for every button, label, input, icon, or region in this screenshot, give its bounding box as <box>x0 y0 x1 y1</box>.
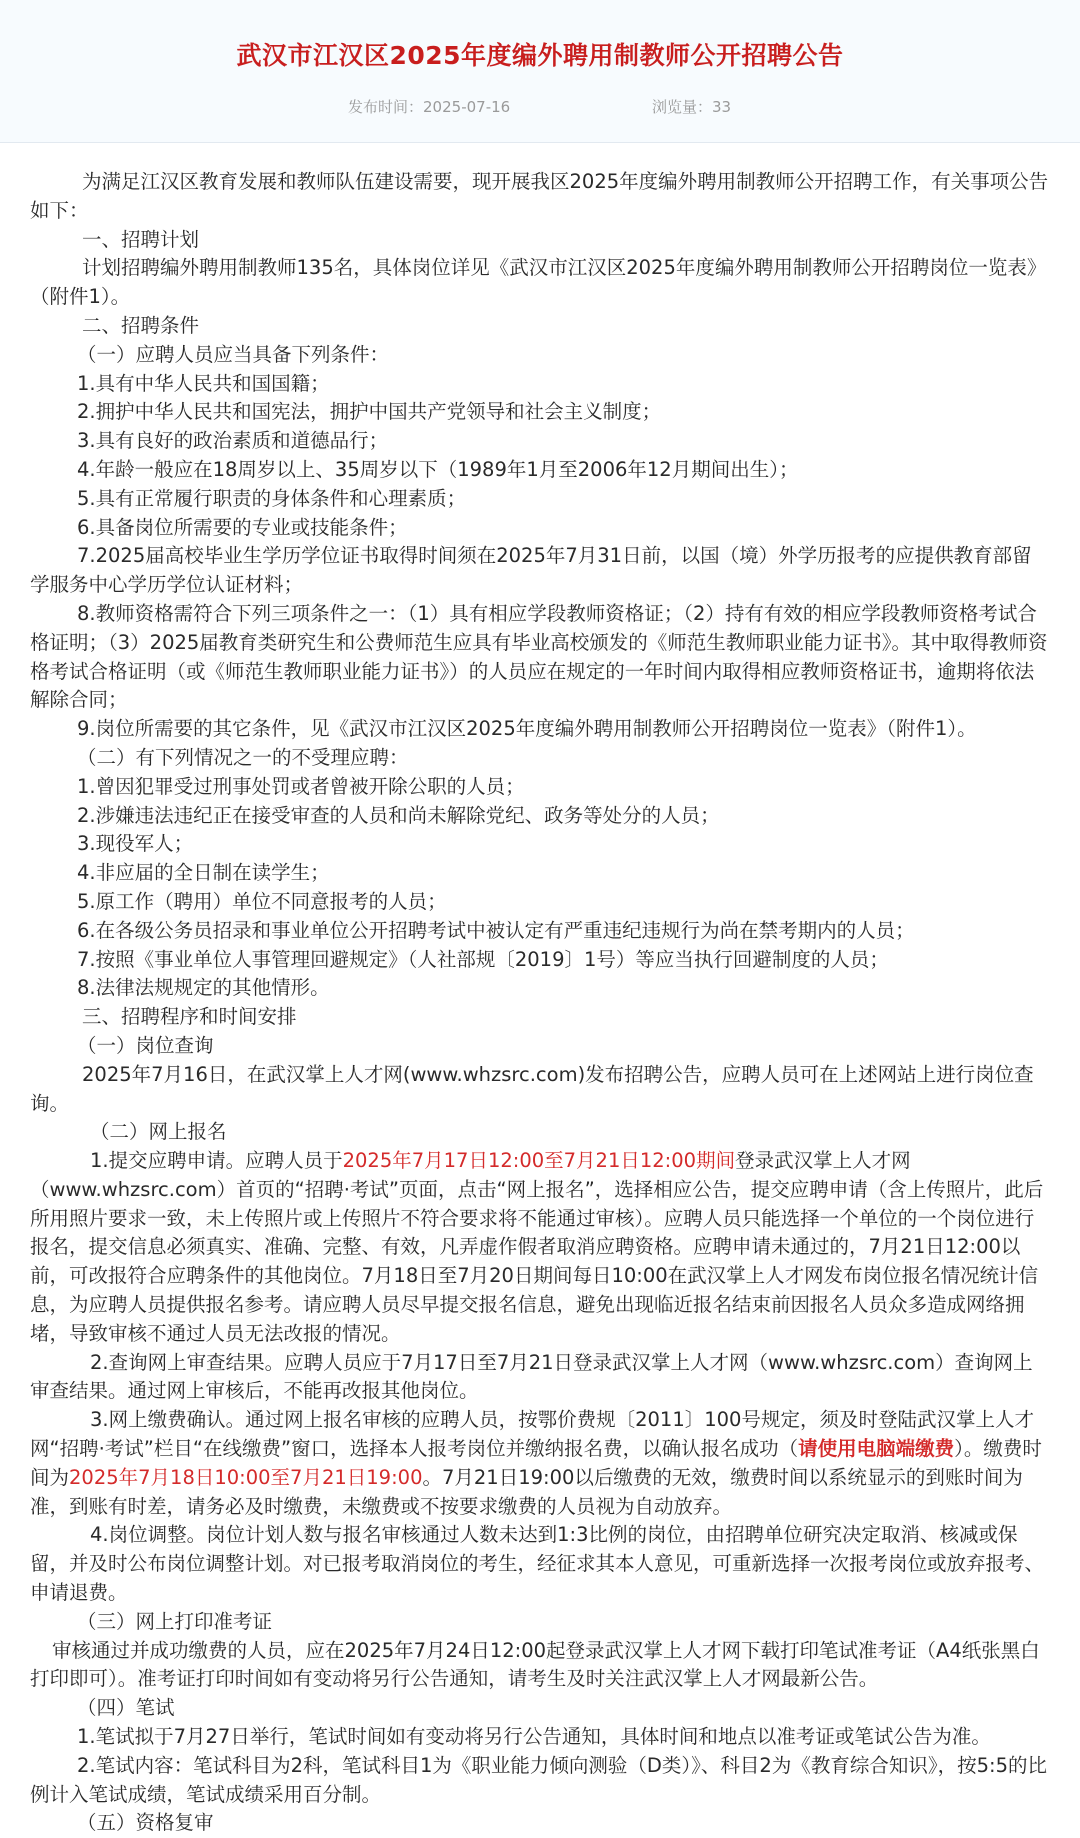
list-item: 9.岗位所需要的其它条件，见《武汉市江汉区2025年度编外聘用制教师公开招聘岗位一览表》（附件1）。 <box>77 717 977 741</box>
page-title: 武汉市江汉区2025年度编外聘用制教师公开招聘公告 <box>236 41 844 70</box>
publish-date <box>348 96 510 117</box>
list-item: 7.2025届高校毕业生学历学位证书取得时间须在2025年7月31日前，以国（境）外学历报考的应提供教育部留学服务中心学历学位认证材料； <box>30 544 1032 597</box>
article-body <box>30 168 1050 1838</box>
list-item: 5.原工作（聘用）单位不同意报考的人员； <box>77 889 447 913</box>
list-item: 2.涉嫌违法违纪正在接受审查的人员和尚未解除党纪、政务等处分的人员； <box>77 803 720 827</box>
subsection-heading: （五）资格复审 <box>77 1811 214 1835</box>
section-heading: 二、招聘条件 <box>82 313 200 337</box>
list-item: 8.法律法规规定的其他情形。 <box>77 976 330 1000</box>
highlight-text: 请使用电脑端缴费 <box>798 1437 955 1461</box>
list-item: 6.在各级公务员招录和事业单位公开招聘考试中被认定有严重违纪违规行为尚在禁考期内的人员； <box>77 918 915 942</box>
text-run: ）。缴费时间为 <box>30 1437 1042 1489</box>
paragraph <box>30 1406 1050 1521</box>
subsection-heading: （一）岗位查询 <box>77 1033 214 1057</box>
paragraph: 计划招聘编外聘用制教师135名，具体岗位详见《武汉市江汉区2025年度编外聘用制教师公开招聘岗位一览表》（附件1）。 <box>30 256 1047 309</box>
list-item: 1.具有中华人民共和国国籍； <box>77 371 330 395</box>
article-header <box>0 0 1080 143</box>
highlight-text: 2025年7月18日10:00至7月21日19:00 <box>69 1465 423 1489</box>
paragraph: 4.岗位调整。岗位计划人数与报名审核通过人数未达到1:3比例的岗位，由招聘单位研究决定取消、核减或保留，并及时公布岗位调整计划。对已报考取消岗位的考生，经征求其本人意见，可重新选择一次报考岗位或放弃报考、申请退费。 <box>30 1523 1045 1605</box>
section-heading: 三、招聘程序和时间安排 <box>82 1005 297 1029</box>
list-item: 5.具有正常履行职责的身体条件和心理素质； <box>77 486 467 510</box>
paragraph: 2.查询网上审查结果。应聘人员应于7月17日至7月21日登录武汉掌上人才网（www.whzsrc.com）查询网上审查结果。通过网上审核后，不能再改报其他岗位。 <box>30 1350 1033 1403</box>
list-item: 3.现役军人； <box>77 832 194 856</box>
text-run: 1.提交应聘申请。应聘人员于 <box>90 1149 343 1173</box>
paragraph <box>30 1147 1050 1349</box>
subsection-heading: （二）网上报名 <box>90 1120 227 1144</box>
text-run: 登录武汉掌上人才网（www.whzsrc.com）首页的“招聘·考试”页面，点击“网上报名”，选择相应公告，提交应聘申请（含上传照片，此后所用照片要求一致，未上传照片或上传照片不符合要求将不能通过审核）。应聘人员只能选择一个单位的一个岗位进行报名，提交信息必须真实、准确、完整、有效，凡弄虚作假者取消应聘资格。应聘申请未通过的，7月21日12:00以前，可改报符合应聘条件的其他岗位。7月18日至7月20日期间每日10:00在武汉掌上人才网发布岗位报名情况统计信息，为应聘人员提供报名参考。请应聘人员尽早提交报名信息，避免出现临近报名结束前因报名人员众多造成网络拥堵，导致审核不通过人员无法改报的情况。 <box>30 1149 1044 1345</box>
subsection-heading: （一）应聘人员应当具备下列条件： <box>77 342 390 366</box>
list-item: 4.非应届的全日制在读学生； <box>77 861 330 885</box>
subsection-heading: （二）有下列情况之一的不受理应聘： <box>77 745 409 769</box>
text-run: 。7月21日19:00以后缴费的无效，缴费时间以系统显示的到账时间为准，到账有时差，请务必及时缴费，未缴费或不按要求缴费的人员视为自动放弃。 <box>30 1465 1023 1518</box>
text-run: 3.网上缴费确认。通过网上报名审核的应聘人员，按鄂价费规〔2011〕100号规定，须及时登陆武汉掌上人才网“招聘·考试”栏目“在线缴费”窗口，选择本人报考岗位并缴纳报名费，以确认报名成功（ <box>30 1408 1034 1461</box>
subsection-heading: （四）笔试 <box>77 1696 175 1720</box>
intro-paragraph: 为满足江汉区教育发展和教师队伍建设需要，现开展我区2025年度编外聘用制教师公开招聘工作，有关事项公告如下： <box>30 170 1049 222</box>
section-heading: 一、招聘计划 <box>82 227 200 251</box>
list-item: 2.拥护中华人民共和国宪法，拥护中国共产党领导和社会主义制度； <box>77 400 662 424</box>
list-item: 4.年龄一般应在18周岁以上、35周岁以下（1989年1月至2006年12月期间出生）； <box>77 457 799 481</box>
publish-date-value: 2025-07-16 <box>423 98 511 116</box>
paragraph: 1.笔试拟于7月27日举行，笔试时间如有变动将另行公告通知，具体时间和地点以准考证或笔试公告为准。 <box>77 1725 991 1749</box>
views-value: 33 <box>712 98 732 116</box>
subsection-heading: （三）网上打印准考证 <box>77 1609 273 1633</box>
views-label: 浏览量： <box>652 98 713 116</box>
list-item: 1.曾因犯罪受过刑事处罚或者曾被开除公职的人员； <box>77 774 525 798</box>
view-count <box>652 96 731 117</box>
paragraph: 审核通过并成功缴费的人员，应在2025年7月24日12:00起登录武汉掌上人才网下载打印笔试准考证（A4纸张黑白打印即可）。准考证打印时间如有变动将另行公告通知，请考生及时关注武汉掌上人才网最新公告。 <box>30 1638 1040 1691</box>
list-item: 6.具备岗位所需要的专业或技能条件； <box>77 515 408 539</box>
list-item: 3.具有良好的政治素质和道德品行； <box>77 429 389 453</box>
paragraph: 2.笔试内容：笔试科目为2科，笔试科目1为《职业能力倾向测验（D类）》、科目2为《教育综合知识》，按5:5的比例计入笔试成绩，笔试成绩采用百分制。 <box>30 1753 1047 1806</box>
list-item: 8.教师资格需符合下列三项条件之一：（1）具有相应学段教师资格证；（2）持有有效的相应学段教师资格考试合格证明；（3）2025届教育类研究生和公费师范生应具有毕业高校颁发的《师范生教师职业能力证书》。其中取得教师资格考试合格证明（或《师范生教师职业能力证书》）的人员应在规定的一年时间内取得相应教师资格证书，逾期将依法解除合同； <box>30 601 1048 712</box>
list-item: 7.按照《事业单位人事管理回避规定》（人社部规〔2019〕1号）等应当执行回避制度的人员； <box>77 947 889 971</box>
paragraph: 2025年7月16日，在武汉掌上人才网(www.whzsrc.com)发布招聘公告，应聘人员可在上述网站上进行岗位查询。 <box>30 1062 1034 1115</box>
publish-label: 发布时间： <box>348 98 424 116</box>
highlight-text: 2025年7月17日12:00至7月21日12:00期间 <box>342 1149 736 1173</box>
